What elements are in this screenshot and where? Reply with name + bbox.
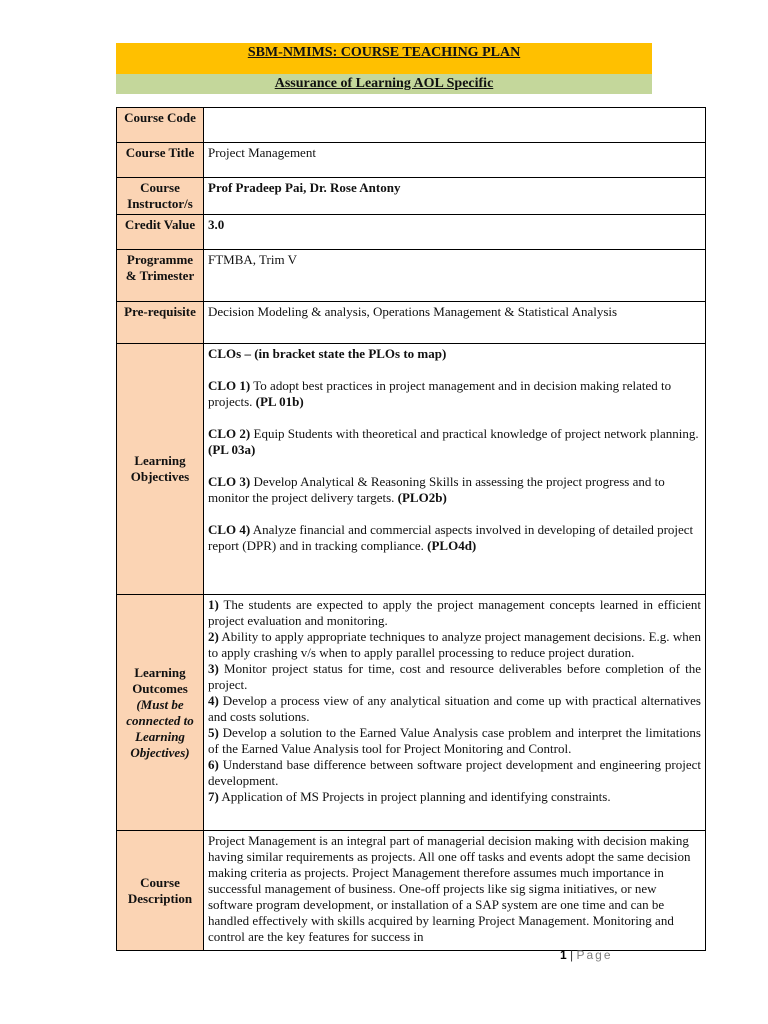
outcome-item — [208, 725, 701, 757]
clo-tag: CLO 2) — [208, 426, 251, 441]
learning-objectives-cell — [204, 344, 706, 595]
outcome-num: 1) — [208, 597, 219, 612]
instructors-value: Prof Pradeep Pai, Dr. Rose Antony — [204, 178, 706, 215]
clo-text: Analyze financial and commercial aspects involved in developing of detailed project report (DPR) and in tracking compliance. — [208, 522, 694, 553]
course-title-label: Course Title — [117, 143, 204, 178]
row-course-description — [117, 831, 706, 951]
outcome-item — [208, 789, 701, 805]
outcome-text: Understand base difference between software project development and engineering project development. — [208, 757, 701, 788]
row-learning-outcomes — [117, 595, 706, 831]
plan-title: SBM-NMIMS: COURSE TEACHING PLAN — [247, 45, 521, 60]
outcome-num: 3) — [208, 661, 219, 676]
outcome-item — [208, 757, 701, 789]
clo-tag: CLO 4) — [208, 522, 251, 537]
learning-outcomes-cell — [204, 595, 706, 831]
clo-text: Develop Analytical & Reasoning Skills in assessing the project progress and to monitor the project delivery targets. — [208, 474, 665, 505]
clo-tag: CLO 1) — [208, 378, 251, 393]
clo-item — [208, 426, 701, 458]
clo-plo: (PL 03a) — [208, 442, 256, 457]
row-learning-objectives — [117, 344, 706, 595]
row-course-code — [117, 108, 706, 143]
aol-subtitle: Assurance of Learning AOL Specific — [274, 76, 494, 91]
instructors-label: Course Instructor/s — [117, 178, 204, 215]
clo-text: Equip Students with theoretical and practical knowledge of project network planning. — [250, 426, 699, 441]
course-code-value — [204, 108, 706, 143]
row-course-title — [117, 143, 706, 178]
page-separator: | — [566, 948, 577, 962]
outcome-text: Develop a process view of any analytical situation and come up with practical alternatives and costs solutions. — [208, 693, 701, 724]
outcome-num: 2) — [208, 629, 219, 644]
outcome-text: Monitor project status for time, cost and resource deliverables before completion of the project. — [208, 661, 701, 692]
outcome-text: The students are expected to apply the project management concepts learned in efficient project evaluation and monitoring. — [208, 597, 701, 628]
credit-value: 3.0 — [204, 215, 706, 250]
row-prerequisite — [117, 302, 706, 344]
course-plan-table — [116, 107, 706, 951]
clo-item — [208, 474, 701, 506]
outcome-item — [208, 629, 701, 661]
row-programme — [117, 250, 706, 302]
clo-item — [208, 522, 701, 554]
course-description-label: Course Description — [117, 831, 204, 951]
clo-text: To adopt best practices in project management and in decision making related to projects. — [208, 378, 672, 409]
clo-plo: (PL 01b) — [255, 394, 304, 409]
learning-objectives-label: Learning Objectives — [117, 344, 204, 595]
plan-title-band — [116, 43, 652, 74]
course-title-value: Project Management — [204, 143, 706, 178]
outcome-num: 5) — [208, 725, 219, 740]
clo-heading: CLOs – (in bracket state the PLOs to map) — [208, 346, 447, 361]
outcome-num: 4) — [208, 693, 219, 708]
clo-tag: CLO 3) — [208, 474, 251, 489]
outcome-text: Ability to apply appropriate techniques to analyze project management decisions. E.g. when to apply crashing v/s when to apply parallel processing to reduce project duration. — [208, 629, 701, 660]
row-credit — [117, 215, 706, 250]
programme-label: Programme & Trimester — [117, 250, 204, 302]
page-number: 1 — [560, 948, 567, 962]
clo-item — [208, 378, 701, 410]
course-code-label: Course Code — [117, 108, 204, 143]
outcome-text: Develop a solution to the Earned Value Analysis case problem and interpret the limitations of the Earned Value Analysis tool for Project Monitoring and Control. — [208, 725, 701, 756]
learning-outcomes-label — [117, 595, 204, 831]
outcome-item — [208, 597, 701, 629]
outcome-num: 6) — [208, 757, 219, 772]
programme-value: FTMBA, Trim V — [204, 250, 706, 302]
prerequisite-label: Pre-requisite — [117, 302, 204, 344]
clo-plo: (PLO2b) — [397, 490, 447, 505]
clo-plo: (PLO4d) — [427, 538, 477, 553]
course-description-value: Project Management is an integral part of managerial decision making with decision making having similar requirements as projects. All one off tasks and events adopt the same decision making criteria as projects. Project Management therefore assumes much importance in successful management of business. One-off projects like sig sigma initiatives, or new software program development, or installation of a SAP system are one time and can be handled effectively with skills acquired by learning Project Management. Monitoring and control are the key features for success in — [204, 831, 706, 951]
learning-outcomes-label-note: (Must be connected to Learning Objectives) — [126, 696, 194, 760]
page-footer — [560, 948, 710, 962]
row-instructors — [117, 178, 706, 215]
outcome-item — [208, 661, 701, 693]
prerequisite-value: Decision Modeling & analysis, Operations Management & Statistical Analysis — [204, 302, 706, 344]
outcome-text: Application of MS Projects in project planning and identifying constraints. — [218, 789, 611, 804]
aol-subtitle-band — [116, 74, 652, 94]
outcome-item — [208, 693, 701, 725]
outcome-num: 7) — [208, 789, 219, 804]
page-word: Page — [576, 948, 613, 962]
learning-outcomes-label-main: Learning Outcomes — [132, 664, 188, 696]
credit-label: Credit Value — [117, 215, 204, 250]
